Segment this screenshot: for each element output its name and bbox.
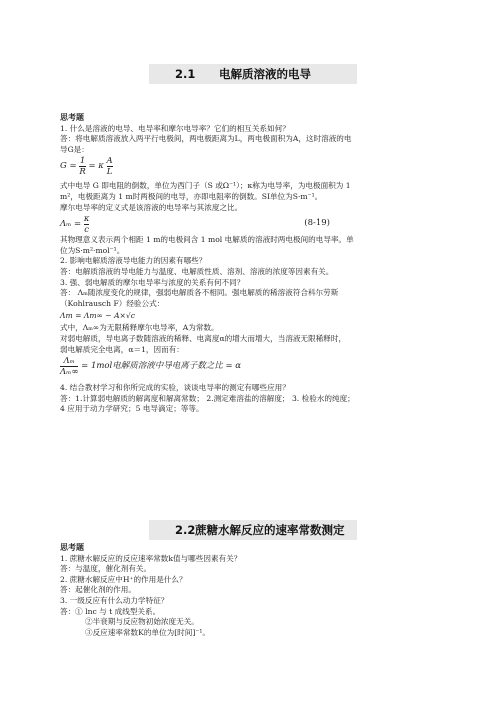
list-item: ③反应速率常数K的单位为[时间]⁻¹。 [85,627,210,637]
section-title: 电解质溶液的电导 [219,67,311,81]
formula-molar-conductivity: Λₘ = $\frac{\kappa}{c}$ (8-19) [60,214,330,236]
subheading: 思考题 [60,543,84,552]
answer-1-line-2: 导G是： [60,144,89,154]
section-title: 蔗糖水解反应的速率常数测定 [195,523,345,537]
list-item: ②半衰期与反应物初始浓度无关。 [85,617,199,627]
section-2-1-content [60,113,440,415]
answer-4-line-1: 答：1.计算弱电解质的解离度和解离常数； 2.测定难溶盐的溶解度； 3. 检验水的纯度； [60,393,355,403]
question-4: 4. 结合教材学习和你所完成的实验，谈谈电导率的测定有哪些应用？ [60,383,290,393]
question-1: 1. 什么是溶液的电导、电导率和摩尔电导率？它们的相互关系如何？ [60,123,290,133]
list-item: 1. 蔗糖水解反应的反应速率常数k值与哪些因素有关？ [60,553,242,563]
section-number: 2.2 [175,523,196,537]
equation-number: (8-19) [304,218,330,229]
answer-1-line-1: 答：将电解质溶液放入两平行电极间，两电极距离为L，两电极面积为A，这时溶液的电 [60,134,352,144]
list-item: 2. 蔗糖水解反应中H⁺的作用是什么？ [60,574,187,584]
list-item: 答：起催化剂的作用。 [60,585,136,595]
explain-line-3: 摩尔电导率的定义式是该溶液的电导率与其浓度之比。 [60,202,243,212]
answer-2: 答：电解质溶液的导电能力与温度、电解质性质、溶剂、溶液的浓度等因素有关。 [60,266,334,276]
formula-conductance: G = $\frac{1}{R}$ = κ $\frac{A}{L}$ [60,156,113,178]
meaning-line-2: 位为S·m²·mol⁻¹。 [60,245,125,255]
kohl-line-1: 式中，Λₘ∞为无限稀释摩尔电导率，A为常数。 [60,323,219,333]
question-3: 3. 强、弱电解质的摩尔电导率与浓度的关系有何不同？ [60,277,245,287]
answer-3-line-1: 答： Λₘ随浓度变化的规律，强弱电解质各不相同。强电解质的稀溶液符合科尔劳斯 [60,288,339,298]
kohl-line-3: 弱电解质完全电离，α＝1，因而有： [60,344,184,354]
kohl-line-2: 对弱电解质，导电离子数随溶液的稀释、电离度α的增大而增大，当溶液无限稀释时， [60,333,347,343]
explain-line-2: m²，电极距离为 1 m时两极间的电导，亦即电阻率的倒数。SI单位为S·m⁻¹。 [60,191,323,201]
section-2-2-content [60,543,440,638]
section-number: 2.1 [175,67,196,81]
answer-4-line-2: 4 应用于动力学研究；5 电导滴定；等等。 [60,404,204,414]
list-item: 3. 一级反应有什么动力学特征？ [60,595,169,605]
explain-line-1: 式中电导 G 即电阻的倒数，单位为西门子（S 或Ω⁻¹）；κ称为电导率，为电极面积为 1 [60,181,351,191]
list-item: 答：与温度，催化剂有关。 [60,564,152,574]
answer-3-line-2: （Kohlrausch F）经验公式： [60,298,165,308]
section-header-2-1 [149,64,357,84]
list-item: 答：① lnc 与 t 成线型关系。 [60,606,161,616]
section-header-2-2 [149,520,357,540]
formula-kohlrausch: Λm = Λm∞ − A×√c [60,311,136,321]
question-2: 2. 影响电解质溶液导电能力的因素有哪些？ [60,256,207,266]
meaning-line-1: 其物理意义表示两个相距 1 m的电极间含 1 mol 电解质的溶液时两电极间的电导率。单 [60,235,354,245]
subheading: 思考题 [60,113,84,122]
formula-degree-of-ionization: $\frac{\text{Λₘ}}{\text{Λₘ∞}}$ = 1mol电解质溶液中导电离子数之比 = α [60,356,242,378]
